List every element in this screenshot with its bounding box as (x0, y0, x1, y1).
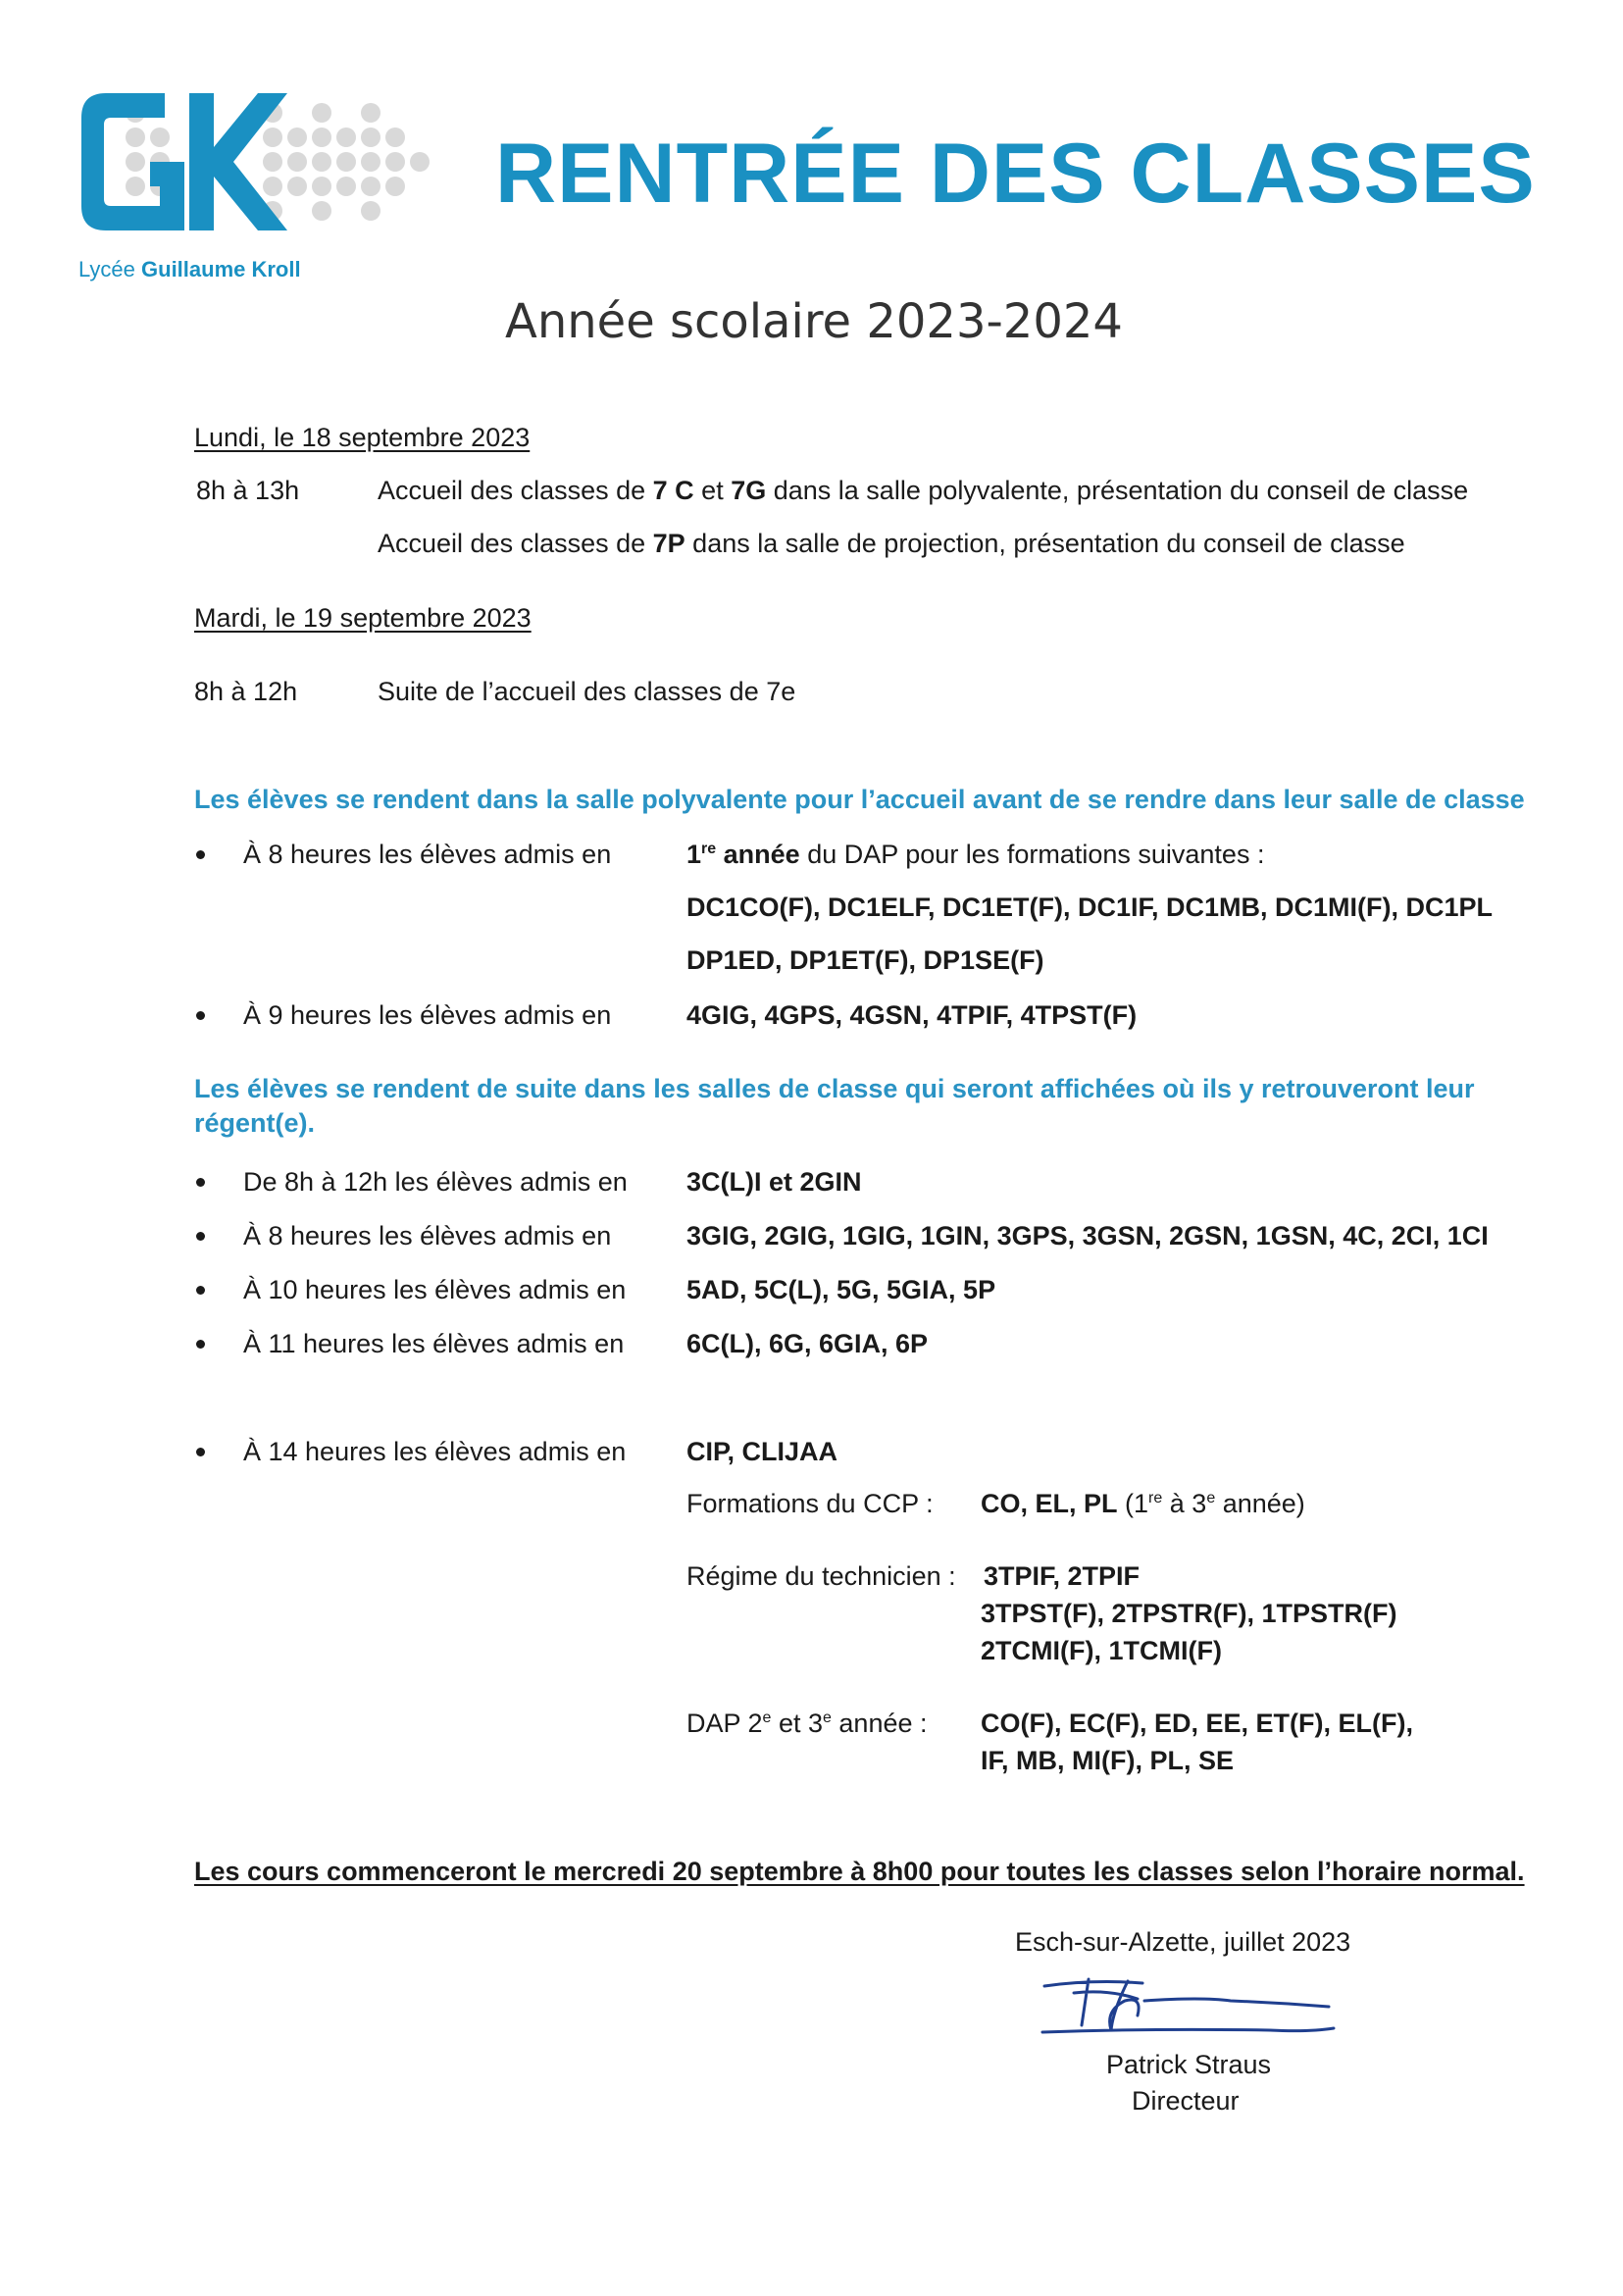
s1-item-1-line-2: DC1CO(F), DC1ELF, DC1ET(F), DC1IF, DC1MB, DC1MI(F), DC1PL (686, 893, 1494, 922)
dap-line-1: CO(F), EC(F), ED, EE, ET(F), EL(F), (981, 1709, 1413, 1738)
tech-line-1: 3TPIF, 2TPIF (984, 1561, 1141, 1591)
s1-item-2-label: À 9 heures les élèves admis en (243, 1000, 612, 1030)
bullet (196, 1011, 205, 1020)
s1-item-1-value: 1re année du DAP pour les formations suivantes : (686, 840, 1265, 869)
dap-label: DAP 2e et 3e année : (686, 1709, 928, 1738)
s2-item-5-value: CIP, CLIJAA (686, 1437, 838, 1466)
bullet (196, 850, 205, 859)
logo-caption: Lycée Guillaume Kroll (78, 257, 301, 281)
section-1-heading: Les élèves se rendent dans la salle polyvalente pour l’accueil avant de se rendre dans leur salle de classe (194, 785, 1525, 814)
s2-item-3-value: 5AD, 5C(L), 5G, 5GIA, 5P (686, 1275, 996, 1304)
bullet (196, 1340, 205, 1349)
page-subtitle: Année scolaire 2023-2024 (505, 294, 1123, 349)
tuesday-date: Mardi, le 19 septembre 2023 (194, 603, 532, 633)
signatory-name: Patrick Straus (1106, 2050, 1272, 2079)
s2-item-1-value: 3C(L)I et 2GIN (686, 1167, 862, 1197)
bullet (196, 1448, 205, 1456)
s2-item-5-label: À 14 heures les élèves admis en (243, 1437, 627, 1466)
s2-item-2-label: À 8 heures les élèves admis en (243, 1221, 612, 1250)
s1-item-2-value: 4GIG, 4GPS, 4GSN, 4TPIF, 4TPST(F) (686, 1000, 1138, 1030)
tuesday-text: Suite de l’accueil des classes de 7e (378, 677, 796, 706)
bullet (196, 1286, 205, 1295)
tech-line-2: 3TPST(F), 2TPSTR(F), 1TPSTR(F) (981, 1599, 1397, 1628)
tech-line-3: 2TCMI(F), 1TCMI(F) (981, 1636, 1222, 1665)
section-2-heading-line-2: régent(e). (194, 1108, 316, 1138)
page-title: RENTRÉE DES CLASSES (495, 127, 1536, 221)
place-date: Esch-sur-Alzette, juillet 2023 (1015, 1927, 1351, 1957)
bullet (196, 1232, 205, 1241)
footer-note: Les cours commenceront le mercredi 20 septembre à 8h00 pour toutes les classes selon l’horaire normal. (194, 1857, 1525, 1886)
dap-line-2: IF, MB, MI(F), PL, SE (981, 1746, 1234, 1775)
s2-item-3-label: À 10 heures les élèves admis en (243, 1275, 627, 1304)
monday-line-1: Accueil des classes de 7 C et 7G dans la salle polyvalente, présentation du conseil de classe (378, 476, 1469, 505)
s1-item-1-label: À 8 heures les élèves admis en (243, 840, 612, 869)
tuesday-time: 8h à 12h (194, 677, 298, 706)
s2-item-4-value: 6C(L), 6G, 6GIA, 6P (686, 1329, 929, 1358)
school-logo (76, 88, 449, 235)
s2-item-1-label: De 8h à 12h les élèves admis en (243, 1167, 628, 1197)
section-2-heading-line-1: Les élèves se rendent de suite dans les salles de classe qui seront affichées où ils y retrouveront leur (194, 1074, 1475, 1103)
s2-item-2-value: 3GIG, 2GIG, 1GIG, 1GIN, 3GPS, 3GSN, 2GSN, 1GSN, 4C, 2CI, 1CI (686, 1221, 1489, 1250)
s2-item-4-label: À 11 heures les élèves admis en (243, 1329, 625, 1358)
ccp-label: Formations du CCP : (686, 1489, 934, 1518)
ccp-value: CO, EL, PL (1re à 3e année) (981, 1489, 1305, 1518)
bullet (196, 1178, 205, 1187)
monday-time: 8h à 13h (196, 476, 300, 505)
signatory-role: Directeur (1132, 2086, 1240, 2116)
tech-label: Régime du technicien : (686, 1561, 956, 1591)
monday-line-2: Accueil des classes de 7P dans la salle de projection, présentation du conseil de classe (378, 529, 1405, 558)
signature (1035, 1971, 1348, 2045)
s1-item-1-line-3: DP1ED, DP1ET(F), DP1SE(F) (686, 945, 1044, 975)
monday-date: Lundi, le 18 septembre 2023 (194, 423, 531, 452)
